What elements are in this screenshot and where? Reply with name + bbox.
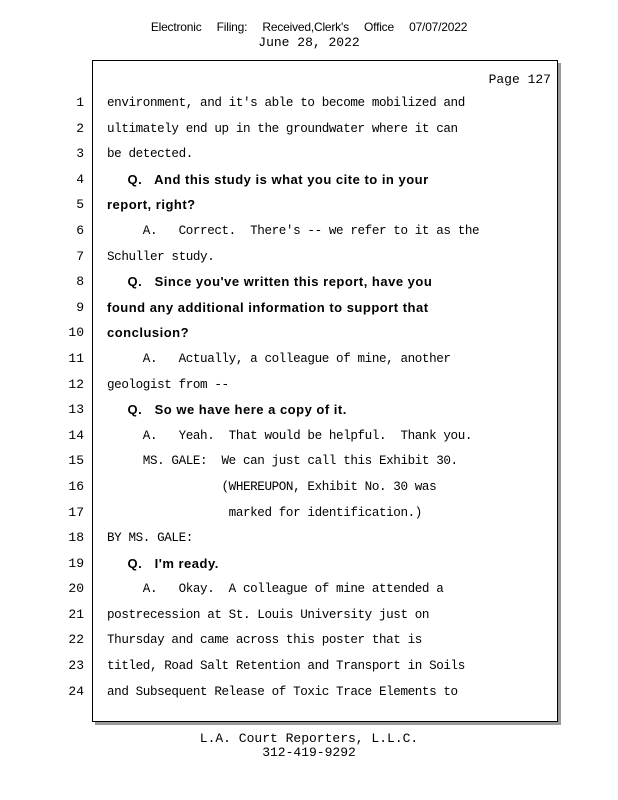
- line-number: 6: [76, 222, 84, 238]
- transcript-line: (WHEREUPON, Exhibit No. 30 was: [107, 479, 437, 494]
- line-number: 16: [68, 478, 84, 494]
- line-number: 22: [68, 632, 84, 648]
- transcript-line: marked for identification.): [107, 505, 422, 520]
- line-number: 19: [68, 555, 84, 571]
- line-number: 12: [68, 376, 84, 392]
- footer: [0, 732, 618, 760]
- transcript-line: postrecession at St. Louis University just on: [107, 607, 430, 622]
- transcript-line: Q. And this study is what you cite to in your: [107, 171, 429, 187]
- line-number: 23: [68, 658, 84, 674]
- transcript-line: Q. So we have here a copy of it.: [107, 402, 347, 418]
- filing-stamp-word: 07/07/2022: [409, 20, 468, 34]
- transcript-line: Thursday and came across this poster that is: [107, 633, 422, 648]
- transcript-text: [107, 88, 552, 702]
- transcript-line: A. Correct. There's -- we refer to it as the: [107, 223, 480, 238]
- transcript-line: found any additional information to support that: [107, 299, 429, 315]
- transcript-line: report, right?: [107, 197, 196, 213]
- transcript-line: A. Yeah. That would be helpful. Thank you.: [107, 428, 473, 443]
- transcript-line: Schuller study.: [107, 249, 215, 264]
- line-number: 9: [76, 299, 84, 315]
- transcript-line: MS. GALE: We can just call this Exhibit 30.: [107, 454, 458, 469]
- line-number: 10: [68, 325, 84, 341]
- filing-stamp-word: Received,Clerk's: [262, 20, 349, 34]
- line-number: 7: [76, 248, 84, 264]
- filing-stamp-word: Electronic: [150, 20, 202, 34]
- line-number: 4: [76, 171, 84, 187]
- transcript-line: and Subsequent Release of Toxic Trace Elements to: [107, 684, 458, 699]
- line-number: 15: [68, 453, 84, 469]
- line-number: 13: [68, 402, 84, 418]
- transcript-line: Q. Since you've written this report, have you: [107, 274, 433, 290]
- filing-stamp: [0, 20, 618, 34]
- transcript-line: conclusion?: [107, 325, 190, 341]
- line-number: 2: [76, 120, 84, 136]
- transcript-line: BY MS. GALE:: [107, 531, 193, 546]
- line-number: 21: [68, 606, 84, 622]
- transcript-line: titled, Road Salt Retention and Transport in Soils: [107, 659, 465, 674]
- line-number: 14: [68, 427, 84, 443]
- transcript-line: ultimately end up in the groundwater where it can: [107, 121, 458, 136]
- transcript-line: be detected.: [107, 147, 193, 162]
- transcript-line: environment, and it's able to become mobilized and: [107, 96, 465, 110]
- line-number: 8: [76, 274, 84, 290]
- filing-stamp-word: Office: [364, 20, 394, 34]
- line-number: 3: [76, 146, 84, 162]
- transcript-date: June 28, 2022: [258, 35, 360, 50]
- line-number: 17: [68, 504, 84, 520]
- court-reporter-name: L.A. Court Reporters, L.L.C.: [199, 731, 419, 746]
- line-number: 5: [76, 197, 84, 213]
- line-number: 1: [76, 95, 84, 110]
- line-number: 24: [68, 683, 84, 699]
- line-number: 18: [68, 530, 84, 546]
- transcript-line: A. Okay. A colleague of mine attended a: [107, 582, 444, 597]
- court-reporter-phone: 312-419-9292: [262, 745, 356, 760]
- transcript-line: geologist from --: [107, 377, 229, 392]
- transcript-line: A. Actually, a colleague of mine, another: [107, 351, 451, 366]
- page-number: Page 127: [488, 72, 551, 87]
- filing-stamp-word: Filing:: [216, 20, 248, 34]
- transcript-line: Q. I'm ready.: [107, 555, 219, 571]
- line-number-column: [40, 88, 84, 702]
- line-number: 11: [68, 350, 84, 366]
- line-number: 20: [68, 581, 84, 597]
